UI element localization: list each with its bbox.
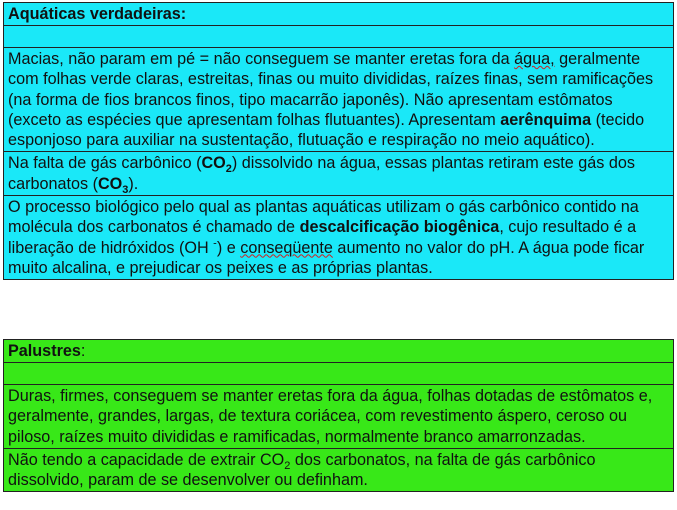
palustres-description: Duras, firmes, conseguem se manter eretas fora da água, folhas dotadas de estômatos e, geralmente, grandes, largas, de textura coriácea, com revestimento áspero, ceroso ou piloso, raízes muito divididas e ramificadas, normalmente branco amarronzadas.: [4, 385, 673, 449]
palustres-title-text: Palustres: [8, 342, 81, 360]
aq-p1-text-3: (tecido esponjoso para auxiliar na sustentação, flutuação e respiração no meio aquático).: [8, 110, 645, 150]
pa-p2-sub: 2: [284, 460, 291, 473]
aq-p2-text-1: Na falta de gás carbônico (: [8, 154, 202, 173]
pa-p2-text-1: Não tendo a capacidade de extrair CO: [8, 450, 285, 469]
aq-p2-co2-base: CO: [201, 154, 226, 173]
palustres-title-colon: :: [80, 342, 86, 360]
aquaticas-empty-row: [4, 26, 673, 48]
aq-p1-agua: água,: [514, 50, 555, 68]
aq-p3-squig: conseqüente: [240, 238, 333, 257]
aq-p2-co3-sub: 3: [122, 184, 129, 197]
aquaticas-table: [3, 2, 674, 280]
aquaticas-process-paragraph: [4, 196, 673, 279]
palustres-co2-paragraph: [4, 449, 673, 492]
aq-p1-text-2: geralmente com folhas verde claras, estreitas, finas ou muito divididas, raízes finas, sem ramificações (na forma de fios brancos finos, tipo macarrão japonês). Não apresentam estômatos (exceto as espécies que apresentam folhas flutuantes). Apresentam: [8, 50, 654, 129]
aquaticas-title: Aquáticas verdadeiras:: [4, 3, 673, 26]
palustres-title: [4, 340, 673, 363]
aq-p3-text-3: ) e: [216, 238, 241, 257]
aq-p1-text-1: Macias, não param em pé = não conseguem se manter eretas fora da: [8, 50, 515, 68]
aq-p3-text-1: O processo biológico pelo qual as plantas aquáticas utilizam o gás carbônico contido na molécula dos carbonatos é chamado de: [8, 198, 639, 237]
aq-p2-co2: [201, 154, 232, 176]
aq-p3-bold: descalcificação biogênica: [299, 218, 500, 237]
palustres-table: [3, 339, 674, 492]
aq-p2-co3-base: CO: [97, 174, 123, 193]
aq-p2-text-2: ) dissolvido na água, essas plantas retiram este gás dos carbonatos (: [8, 154, 635, 193]
aq-p3-text-4: aumento no valor do pH. A água pode ficar muito alcalina, e prejudicar os peixes e as próprias plantas.: [8, 238, 645, 277]
palustres-empty-row: [4, 363, 673, 385]
aq-p2-text-3: ).: [128, 174, 139, 193]
aq-p1-bold: aerênquima: [500, 110, 592, 129]
aq-p3-sup: -: [213, 237, 217, 250]
aq-p3-text-2: , cujo resultado é a liberação de hidróxidos (OH: [8, 218, 637, 257]
pa-p2-text-2: dos carbonatos, na falta de gás carbônico dissolvido, param de se desenvolver ou definham.: [8, 450, 596, 490]
aquaticas-description: [4, 48, 673, 152]
aq-p2-co2-sub: 2: [225, 163, 232, 176]
aquaticas-co2-paragraph: [4, 152, 673, 196]
aq-p2-co3: [97, 174, 129, 197]
